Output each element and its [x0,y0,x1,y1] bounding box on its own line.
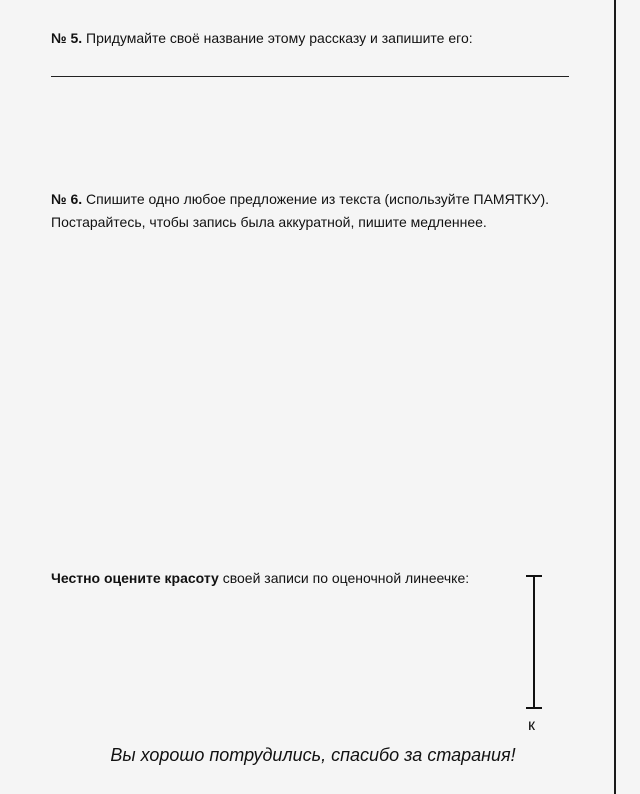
page-border-line [614,0,616,794]
title-answer-line[interactable] [51,76,569,77]
rating-bold-text: Честно оцените красоту [51,570,219,586]
rating-text: своей записи по оценочной линеечке: [218,570,470,586]
rating-scale-label: к [528,717,535,734]
task-5-number: № 5. [51,30,83,46]
task-6-text: Спишите одно любое предложение из текста (используйте ПАМЯТКУ). [82,191,549,207]
rating-scale-bottom-tick [526,707,542,709]
rating-scale[interactable] [526,575,542,709]
task-6 [51,188,591,234]
closing-message: Вы хорошо потрудились, спасибо за старания! [110,745,516,765]
task-6-number: № 6. [51,191,83,207]
rating-scale-bar [533,575,535,709]
task-5 [51,27,473,50]
rating-instruction [51,567,469,590]
task-6-text-line-2: Постарайтесь, чтобы запись была аккуратной, пишите медленнее. [51,214,487,230]
task-5-text: Придумайте своё название этому рассказу и запишите его: [82,30,473,46]
